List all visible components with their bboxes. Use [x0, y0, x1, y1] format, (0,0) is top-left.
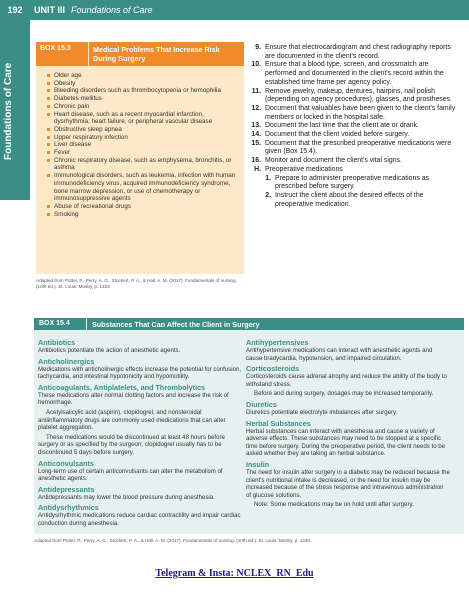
section-text: Herbal substances can interact with anesthesia and cause a variety of adverse effects. These substances may need to be stopped at a specific time before surgery. During the preoperative period, the client needs to be asked whether they are taking an herbal substance. [246, 427, 446, 458]
checklist-item [251, 122, 461, 131]
item-number: 16. [251, 157, 261, 165]
box-15-3-source: Adapted from Potter, P., Perry, A. G., Stockert, P. A., & Hall, A. M. (2017). Fundamentals of nursing. (10th ed.). St. Louis: Mosby, p. 1323. [36, 278, 237, 289]
list-item: Heart disease, such as a recent myocardial infarction, dysrhythmia, heart failure, or peripheral vascular disease [48, 111, 238, 126]
section-text: Antibiotics potentiate the action of anesthetic agents. [38, 347, 181, 354]
item-number: 15. [251, 139, 261, 147]
section-heading: Diuretics [246, 399, 277, 409]
checklist-subitem [251, 175, 461, 192]
section-heading: Insulin [246, 459, 270, 469]
item-number: 13. [251, 122, 261, 130]
list-item: Chronic respiratory disease, such as emphysema, bronchitis, or asthma [48, 157, 238, 172]
section-heading: Antibiotics [38, 338, 76, 347]
item-number: 11. [251, 87, 261, 95]
checklist-item [251, 44, 461, 61]
list-item: Chronic pain [48, 103, 238, 111]
box-15-4 [34, 318, 464, 534]
list-item: Upper respiratory infection [48, 134, 238, 142]
page-number: 192 [7, 5, 23, 15]
list-item: Liver disease [48, 141, 238, 149]
section-heading: Antihypertensives [246, 338, 309, 347]
checklist-item [251, 131, 461, 140]
list-item: Fever [48, 149, 238, 157]
footer-watermark [0, 568, 469, 579]
checklist-item [251, 88, 461, 105]
preop-checklist [251, 44, 461, 209]
section-text: Acetylsalicylic acid (aspirin), clopidogrel, and nonsteroidal antiinflammatory drugs are commonly used medications that can alter platelet aggregation. [38, 408, 226, 432]
section-text: Antidysrhythmic medications reduce cardiac contractility and impair cardiac conduction during anesthesia. [38, 512, 241, 527]
list-item: Obesity [48, 80, 238, 88]
item-text: Document that valuables have been given to the client's family members or locked in the hospital safe. [265, 104, 456, 121]
section-heading: Antidepressants [38, 484, 95, 494]
item-number: 1. [265, 174, 271, 182]
item-text: Ensure that electrocardiogram and chest radiography reports are documented in the client's record. [265, 44, 451, 60]
box-label: BOX 15.3 [36, 42, 88, 66]
item-text: Instruct the client about the desired effects of the preoperative medication. [275, 191, 424, 208]
item-text: Prepare to administer preoperative medications as prescribed before surgery. [275, 174, 429, 191]
checklist-item [251, 166, 461, 175]
section-heading: Anticoagulants, Antiplatelets, and Thrombolytics [38, 382, 206, 392]
side-tab [0, 20, 30, 200]
risk-list [36, 66, 244, 218]
box-label: BOX 15.4 [34, 318, 86, 330]
box-title: Medical Problems That Increase Risk During Surgery [88, 42, 244, 66]
item-number: 2. [265, 191, 271, 199]
page-header [0, 0, 469, 20]
item-text: Preoperative medications [265, 165, 343, 173]
checklist-item [251, 157, 461, 166]
item-text: Document that the prescribed preoperative medications were given (Box 15.4). [265, 139, 452, 156]
checklist-item [251, 61, 461, 87]
section-text: Corticosteroids cause adrenal atrophy and reduce the ability of the body to withstand stress. [246, 373, 447, 388]
section-text: These medications alter normal clotting factors and increase the risk of hemorrhage. [38, 391, 229, 407]
section-heading: Anticonvulsants [38, 458, 94, 468]
section-text: Medications with anticholinergic effects increase the potential for confusion, tachycardia, and intestinal hypotonicity and hypomotility. [38, 365, 242, 381]
box-15-4-source: Adapted from Potter, P., Perry, A. G., Stockert, P. A., & Hall, A. M. (2017). Fundamentals of nursing. (10th ed.). St. Louis: Mosby, p. 1330. [34, 538, 312, 543]
item-text: Remove jewelry, makeup, dentures, hairpins, nail polish (depending on agency procedures), glasses, and prostheses. [265, 87, 452, 104]
box-15-3 [36, 42, 244, 274]
box-left-column [38, 336, 242, 530]
item-number: 10. [251, 61, 261, 69]
section-text: Before and during surgery, dosages may be increased temporarily. [254, 390, 434, 398]
checklist-item [251, 140, 461, 157]
section-text: Antihypertensive medications can interact with anesthetic agents and cause bradycardia, hypotension, and impaired circulation. [246, 347, 433, 362]
list-item: Older age [48, 72, 238, 80]
section-text: The need for insulin after surgery in a diabetic may be reduced because the client's nutritional intake is decreased, or the need for insulin may be increased because of the stress response and intravenous administration of glucose solutions. [246, 468, 450, 499]
box-right-column [246, 336, 450, 511]
footer-text: Telegram & Insta: NCLEX_RN_Edu [155, 568, 314, 579]
unit-label: UNIT III [34, 5, 65, 15]
item-text: Monitor and document the client's vital signs. [265, 157, 402, 165]
item-number: 14. [251, 131, 261, 139]
section-heading: Anticholinergics [38, 356, 95, 366]
box-title: Substances That Can Affect the Client in Surgery [86, 318, 464, 330]
section-heading: Herbal Substances [246, 418, 311, 428]
section-text: Long-term use of certain anticonvulsants can alter the metabolism of anesthetic agents. [38, 467, 223, 483]
list-item: Abuse of recreational drugs [48, 203, 238, 211]
list-item: Diabetes mellitus [48, 95, 238, 103]
item-number: 12. [251, 104, 261, 112]
list-item: Immunological disorders, such as leukemia, infection with human immunodeficiency virus, acquired immunodeficiency syndrome, bone marrow depression, or use of chemotherapy or immunosuppressive agents [48, 172, 238, 203]
checklist-item [251, 105, 461, 122]
side-tab-label: Foundations of Care [3, 62, 14, 160]
item-number: 9. [255, 44, 261, 51]
section-heading: Corticosteroids [246, 364, 300, 374]
section-text: Diuretics potentiate electrolyte imbalances after surgery. [246, 408, 398, 416]
item-text: Ensure that a blood type, screen, and crossmatch are performed and documented in the client's record within the established time frame per agency policy. [265, 61, 444, 86]
section-text: Antidepressants may lower the blood pressure during anesthesia. [38, 493, 215, 501]
item-number: H. [254, 165, 261, 173]
list-item: Bleeding disorders such as thrombocytopenia or hemophilia [48, 87, 238, 95]
section-text: Note: Some medications may be on hold until after surgery. [254, 501, 414, 509]
list-item: Obstructive sleep apnea [48, 126, 238, 134]
section-title: Foundations of Care [71, 5, 153, 15]
checklist-subitem [251, 192, 461, 209]
section-text: These medications would be discontinued at least 48 hours before surgery or as specified by the surgeon; clopidogrel usually has to be discontinued 5 days before surgery. [38, 433, 225, 456]
section-heading: Antidysrhythmics [38, 503, 99, 513]
list-item: Smoking [48, 211, 238, 219]
item-text: Document that the client voided before surgery. [265, 131, 410, 139]
item-text: Document the last time that the client ate or drank. [265, 122, 419, 130]
